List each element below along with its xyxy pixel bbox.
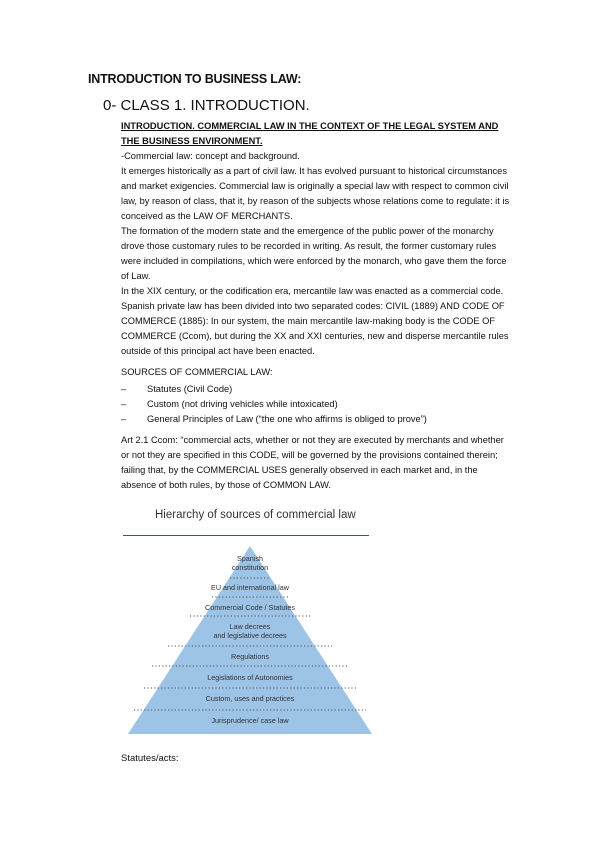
document-title: INTRODUCTION TO BUSINESS LAW: bbox=[88, 72, 302, 86]
paragraph-modern-state: The formation of the modern state and the emergence of the public power of the monarchy drove those customary rules to be recorded in writing. As result, the former customary rules were included in compilations, which were enforced by the monarch, who gave them the force of Law. bbox=[121, 226, 507, 281]
list-item: – General Principles of Law (“the one who affirms is obliged to prove”) bbox=[121, 412, 513, 427]
pyramid-level-label: Legislations of Autonomies bbox=[207, 673, 293, 682]
class-heading: 0- CLASS 1. INTRODUCTION. bbox=[103, 97, 310, 114]
paragraph-history: It emerges historically as a part of civil law. It has evolved pursuant to historical circumstances and market exigencies. Commercial law is originally a special law with respect to common civil law, by reason of class, that it, by reason of the subjects whose relations come to regulate: it is conceived as the LAW OF MERCHANTS. bbox=[121, 166, 510, 221]
paragraph-concept: -Commercial law: concept and background. bbox=[121, 151, 300, 161]
pyramid-level-label: Law decrees bbox=[229, 622, 271, 631]
sources-list bbox=[121, 382, 513, 427]
article-quote: Art 2.1 Ccom: “commercial acts, whether or not they are executed by merchants and whether or not they are specified in this CODE, will be governed by the provisions contained therein; failing that, by the COMMERCIAL USES generally observed in each market and, in the absence of both rules, by those of COMMON LAW. bbox=[121, 435, 504, 490]
pyramid-level-label: Jurisprudence/ case law bbox=[211, 716, 289, 725]
paragraph-codification: In the XIX century, or the codification era, mercantile law was enacted as a commercial code. Spanish private law has been divided into two separated codes: CIVIL (1889) AND CODE OF COMMERCE (1885): In our system, the main mercantile law-making body is the CODE OF COMMERCE (Ccom), but during the XX and XXI centuries, new and disperse mercantile rules outside of this principal act have been enacted. bbox=[121, 286, 509, 356]
pyramid-level-label: Custom, uses and practices bbox=[205, 694, 295, 703]
pyramid-level-label: Regulations bbox=[231, 652, 269, 661]
list-item: – Statutes (Civil Code) bbox=[121, 382, 513, 397]
sources-section bbox=[121, 365, 513, 427]
figure-caption: Hierarchy of sources of commercial law bbox=[155, 509, 356, 521]
pyramid-shape bbox=[128, 546, 372, 734]
figure-rule bbox=[123, 535, 369, 536]
pyramid-level-label: constitution bbox=[231, 563, 269, 572]
pyramid-level-label: EU and international law bbox=[211, 583, 289, 592]
intro-heading: INTRODUCTION. COMMERCIAL LAW IN THE CONTEXT OF THE LEGAL SYSTEM AND THE BUSINESS ENVIRONMENT. bbox=[121, 121, 499, 146]
list-item: – Custom (not driving vehicles while intoxicated) bbox=[121, 397, 513, 412]
hierarchy-pyramid bbox=[120, 540, 380, 740]
statutes-heading: Statutes/acts: bbox=[121, 753, 179, 764]
pyramid-level-label: Spanish bbox=[237, 554, 263, 563]
pyramid-level-label: and legislative decrees bbox=[213, 631, 287, 640]
sources-title: SOURCES OF COMMERCIAL LAW: bbox=[121, 367, 273, 377]
pyramid-level-label: Commercial Code / Statutes bbox=[205, 603, 295, 612]
intro-text-block bbox=[121, 149, 513, 359]
